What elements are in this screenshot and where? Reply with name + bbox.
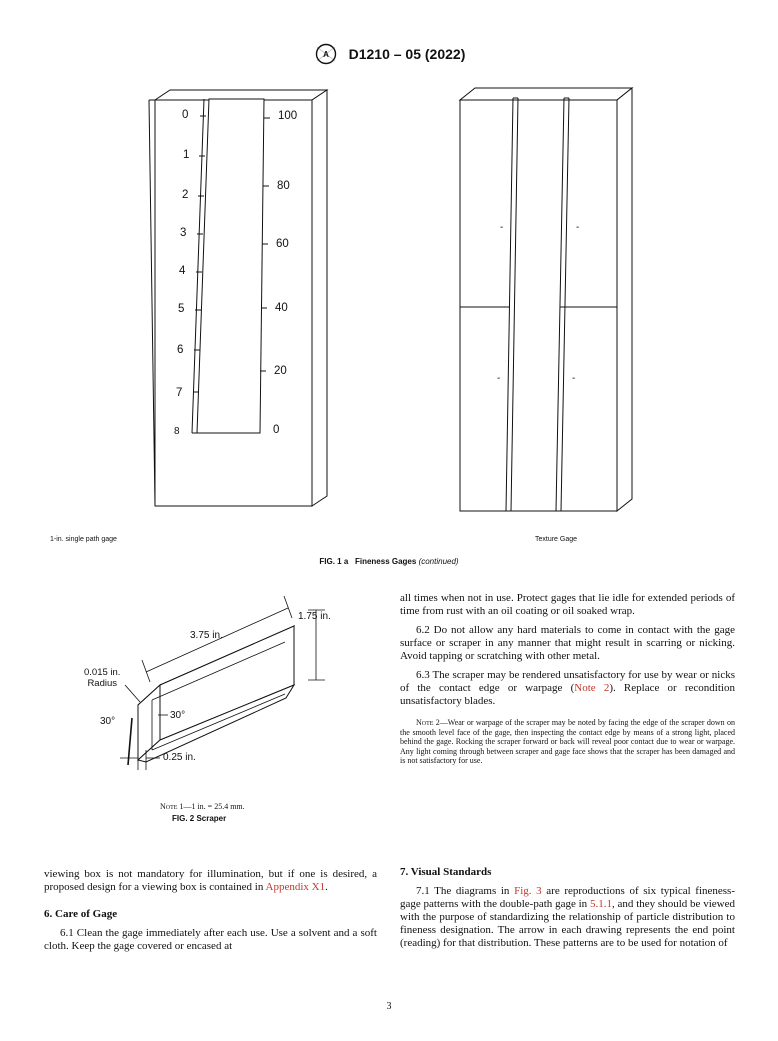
scale-label: 40 bbox=[275, 302, 288, 314]
fig-3-link[interactable]: Fig. 3 bbox=[514, 885, 542, 897]
single-path-gage-drawing bbox=[140, 88, 340, 528]
scale-label: 0 bbox=[182, 109, 189, 121]
radius-line-1: 0.015 in. bbox=[84, 667, 121, 678]
scraper-height-label: 1.75 in. bbox=[298, 611, 331, 622]
gage-left-label: 1-in. single path gage bbox=[50, 536, 117, 543]
figure1-caption bbox=[0, 557, 778, 566]
scraper-radius-label bbox=[84, 667, 120, 689]
scraper-angle-right: 30° bbox=[170, 710, 186, 721]
scale-label: 7 bbox=[176, 387, 183, 399]
gage-right-label: Texture Gage bbox=[535, 536, 578, 543]
page-header bbox=[0, 43, 778, 65]
paragraph-6-3 bbox=[400, 669, 735, 708]
text-run: 6.3 The scraper may be rendered unsatisfactory for use by wear or nicks of the contact edge or warpage ( bbox=[400, 669, 735, 694]
scale-label: 8 bbox=[174, 426, 180, 437]
scale-label: 2 bbox=[182, 189, 189, 201]
document-title: D1210 – 05 (2022) bbox=[348, 46, 466, 62]
scale-label: 1 bbox=[183, 149, 190, 161]
svg-text:A: A bbox=[322, 50, 329, 59]
page-number: 3 bbox=[386, 1001, 392, 1012]
scale-label: 80 bbox=[277, 180, 290, 192]
paragraph-7-1 bbox=[400, 885, 735, 950]
text-run: , and they should be viewed with the purpose of standardizing the relationship of particle distribution to fineness designation. The arrow in each drawing represents the end point (reading) for that distribution. These patterns are to be used for notation of bbox=[400, 898, 735, 949]
figure2-note bbox=[160, 802, 245, 812]
caption-prefix: FIG. 1 a bbox=[319, 557, 349, 566]
text-run: are reproductions of six typical fineness-gage patterns with the double-path gage in bbox=[400, 885, 735, 910]
paragraph-6-2: 6.2 Do not allow any hard materials to come in contact with the gage surface or scraper in any manner that might result in scarring or nicking. Avoid tapping or scratching with other metal. bbox=[400, 624, 735, 662]
text-run: 7.1 The diagrams in bbox=[416, 885, 515, 897]
scale-label: 60 bbox=[276, 238, 289, 250]
scale-label: 5 bbox=[178, 303, 185, 315]
astm-logo-icon bbox=[313, 43, 339, 65]
note-2 bbox=[400, 718, 735, 766]
radius-line-2: Radius bbox=[87, 678, 118, 689]
caption-continued: (continued) bbox=[418, 557, 459, 566]
text-run: viewing box is not mandatory for illumination, but if one is desired, a proposed design for a viewing box is contained in bbox=[44, 868, 377, 893]
right-column-lower bbox=[400, 866, 735, 950]
paragraph bbox=[44, 868, 377, 894]
figure2-caption: FIG. 2 Scraper bbox=[172, 814, 227, 823]
paragraph-6-1: 6.1 Clean the gage immediately after each use. Use a solvent and a soft cloth. Keep the gage covered or encased at bbox=[44, 927, 377, 952]
note-label: Note 1 bbox=[160, 802, 184, 811]
scale-label: 20 bbox=[274, 365, 287, 377]
paragraph: all times when not in use. Protect gages that lie idle for extended periods of time from rust with an oil coating or oil soaked wrap. bbox=[400, 592, 735, 617]
texture-mark: - bbox=[572, 373, 576, 384]
note-text: —Wear or warpage of the scraper may be noted by facing the edge of the scraper down on the smooth level face of the gage, then inspecting the contact edge by means of a strong light, placed behind the gage. Rocking the scraper forward or back will reveal poor contact due to wear or warpage. Any light coming through between scraper and gage face shows that the scraper has been damaged and is not satisfactory for use. bbox=[400, 718, 735, 766]
texture-gage-drawing bbox=[450, 86, 650, 526]
text-run: ). Replace or recondition unsatisfactory blades. bbox=[400, 682, 735, 707]
right-column-upper bbox=[400, 592, 735, 766]
scraper-angle-left: 30° bbox=[100, 716, 116, 727]
texture-mark: - bbox=[500, 222, 504, 233]
section-5-1-1-link[interactable]: 5.1.1 bbox=[589, 898, 612, 910]
texture-mark: - bbox=[497, 373, 501, 384]
scraper-thickness-label: 0.25 in. bbox=[163, 752, 196, 763]
left-column-lower bbox=[44, 868, 377, 953]
scale-label: 0 bbox=[273, 424, 280, 436]
note-2-link[interactable]: Note 2 bbox=[574, 682, 610, 694]
scraper-length-label: 3.75 in. bbox=[190, 630, 223, 641]
texture-mark: - bbox=[576, 222, 580, 233]
section-6-heading: 6. Care of Gage bbox=[44, 908, 118, 920]
section-7-heading: 7. Visual Standards bbox=[400, 866, 492, 878]
scale-label: 4 bbox=[179, 265, 186, 277]
caption-title: Fineness Gages bbox=[354, 557, 417, 566]
scale-label: 3 bbox=[180, 227, 187, 239]
note-label: Note 2 bbox=[416, 718, 440, 727]
scale-label: 100 bbox=[278, 110, 298, 122]
note-text: —1 in. = 25.4 mm. bbox=[183, 802, 245, 811]
scale-label: 6 bbox=[177, 344, 184, 356]
appendix-x1-link[interactable]: Appendix X1 bbox=[265, 881, 326, 893]
text-run: . bbox=[325, 881, 328, 893]
